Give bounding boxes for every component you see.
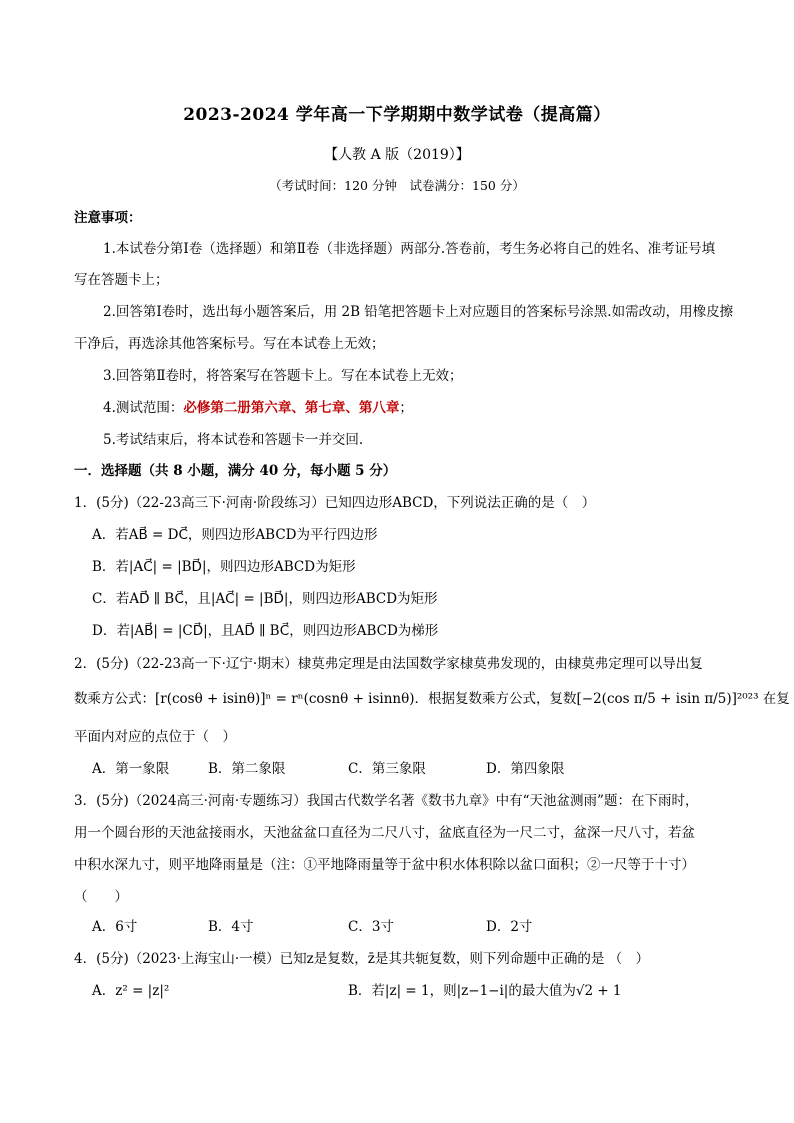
question-3-option-b: B．4寸 — [208, 919, 254, 935]
question-2-line-1: 2．(5分)（22-23高一下·辽宁·期末）棣莫弗定理是由法国数学家棣莫弗发现的，由棣莫弗定理可以导出复 — [74, 656, 703, 672]
question-2-option-b: B．第二象限 — [208, 761, 286, 777]
question-3-line-4: （ ） — [74, 889, 128, 905]
question-1-stem: 1．(5分)（22-23高三下·河南·阶段练习）已知四边形ABCD，下列说法正确的是（ ） — [74, 495, 596, 511]
question-3-option-a: A．6寸 — [92, 919, 138, 935]
question-2-option-d: D．第四象限 — [486, 761, 565, 777]
question-3-option-c: C．3寸 — [348, 919, 394, 935]
question-4-stem: 4．(5分)（2023·上海宝山·一模）已知z是复数，z̄是其共轭复数，则下列命题中正确的是 （ ） — [74, 951, 650, 967]
edition-label: 【人教 A 版（2019）】 — [324, 147, 470, 163]
question-3-line-2: 用一个圆台形的天池盆接雨水，天池盆盆口直径为二尺八寸，盆底直径为一尺二寸，盆深一尺八寸，若盆 — [74, 825, 695, 841]
question-2-option-c: C．第三象限 — [348, 761, 426, 777]
question-1-option-a: A．若AB⃗ = DC⃗，则四边形ABCD为平行四边形 — [92, 527, 378, 543]
question-2-line-2: 数乘方公式：[r(cosθ + isinθ)]ⁿ = rⁿ(cosnθ + isinnθ)．根据复数乘方公式，复数[−2(cos π/5 + isin π/5)]²⁰²³ 在复 — [74, 691, 790, 707]
notice-item-4-prefix: 4.测试范围： — [103, 400, 184, 416]
question-3-option-d: D．2寸 — [486, 919, 533, 935]
question-2-line-3: 平面内对应的点位于（ ） — [74, 729, 236, 745]
question-3-line-3: 中积水深九寸，则平地降雨量是（注：①平地降雨量等于盆中积水体积除以盆口面积；②一尺等于十寸） — [74, 857, 695, 873]
question-4-option-b: B．若|z| = 1，则|z−1−i|的最大值为√2 + 1 — [348, 983, 622, 999]
question-3-line-1: 3．(5分)（2024高三·河南·专题练习）我国古代数学名著《数书九章》中有“天池盆测雨”题：在下雨时， — [74, 793, 699, 809]
section-heading: 一．选择题（共 8 小题，满分 40 分，每小题 5 分） — [74, 463, 397, 479]
notice-item-1: 1.本试卷分第Ⅰ卷（选择题）和第Ⅱ卷（非选择题）两部分.答卷前，考生务必将自己的姓名、准考证号填 — [103, 241, 716, 257]
question-1-option-b: B．若|AC⃗| = |BD⃗|，则四边形ABCD为矩形 — [92, 559, 356, 575]
page-title: 2023-2024 学年高一下学期期中数学试卷（提高篇） — [183, 105, 611, 125]
notice-item-4 — [103, 399, 413, 417]
notice-item-4-suffix: ； — [399, 400, 413, 416]
question-4-option-a: A．z² = |z|² — [92, 983, 170, 999]
notice-item-3: 3.回答第Ⅱ卷时，将答案写在答题卡上。写在本试卷上无效； — [103, 368, 463, 384]
question-1-option-d: D．若|AB⃗| = |CD⃗|，且AD⃗ ∥ BC⃗，则四边形ABCD为梯形 — [92, 623, 439, 639]
notice-heading: 注意事项： — [74, 210, 142, 226]
notice-item-2: 2.回答第Ⅰ卷时，选出每小题答案后，用 2B 铅笔把答题卡上对应题目的答案标号涂黑.如需改动，用橡皮擦 — [103, 304, 734, 320]
notice-item-2-cont: 干净后，再选涂其他答案标号。写在本试卷上无效； — [74, 336, 385, 352]
question-2-option-a: A．第一象限 — [92, 761, 170, 777]
notice-item-5: 5.考试结束后，将本试卷和答题卡一并交回. — [103, 432, 364, 448]
question-1-option-c: C．若AD⃗ ∥ BC⃗，且|AC⃗| = |BD⃗|，则四边形ABCD为矩形 — [92, 591, 438, 607]
notice-item-1-cont: 写在答题卡上； — [74, 272, 169, 288]
test-range: 必修第二册第六章、第七章、第八章 — [183, 400, 400, 416]
exam-info: （考试时间：120 分钟 试卷满分：150 分） — [269, 178, 525, 193]
